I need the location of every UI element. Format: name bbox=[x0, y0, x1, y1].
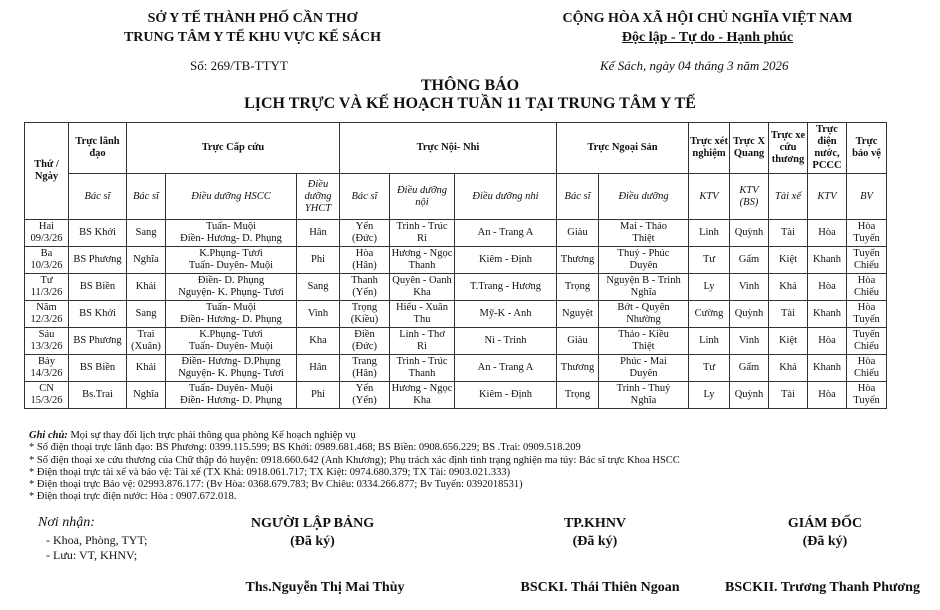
cell-int-doctor: Trọng (Kiều) bbox=[340, 301, 390, 328]
note-line: * Điện thoại trực điện nước: Hòa : 0907.672.018. bbox=[29, 491, 237, 503]
cell-day: Năm 12/3/26 bbox=[25, 301, 69, 328]
cell-lab: Linh bbox=[689, 328, 730, 355]
cell-guard: Hòa Chiếu bbox=[847, 355, 887, 382]
recipient-line: - Khoa, Phòng, TYT; bbox=[46, 533, 148, 547]
cell-leader: BS Phương bbox=[69, 247, 127, 274]
cell-int-nurse-nhi: An - Trang A bbox=[455, 220, 557, 247]
col-emergency-header: Trực Cấp cứu bbox=[127, 123, 340, 174]
col-surgery-header: Trực Ngoại Sản bbox=[557, 123, 689, 174]
cell-xray: Vinh bbox=[730, 274, 769, 301]
sub-int-nurse-noi: Điều dưỡng nội bbox=[390, 174, 455, 220]
cell-emerg-doctor: Khải bbox=[127, 355, 166, 382]
national-motto: Độc lập - Tự do - Hạnh phúc bbox=[621, 30, 794, 45]
sub-int-nurse-nhi: Điều dưỡng nhi bbox=[455, 174, 557, 220]
col-guard-header: Trực bảo vệ bbox=[847, 123, 887, 174]
cell-emerg-yhct: Sang bbox=[297, 274, 340, 301]
signature-role: GIÁM ĐỐC bbox=[787, 516, 863, 531]
note-line: * Số điện thoại xe cứu thương của Chữ thập đỏ huyện: 0918.660.642 (Anh Khương); Phụ trách xác định tình trạng nghiện ma túy: Bác sĩ trực Khoa HSCC bbox=[29, 454, 680, 466]
cell-int-nurse-noi: Linh - Thơ Ri bbox=[390, 328, 455, 355]
cell-emerg-yhct: Hân bbox=[297, 220, 340, 247]
cell-int-doctor: Hòa (Hân) bbox=[340, 247, 390, 274]
cell-surg-nurse: Thảo - Kiều Thiệt bbox=[599, 328, 689, 355]
cell-emerg-yhct: Phi bbox=[297, 247, 340, 274]
cell-ambulance: Tài bbox=[769, 220, 808, 247]
cell-emerg-doctor: Trai (Xuân) bbox=[127, 328, 166, 355]
sub-xray: KTV (BS) bbox=[730, 174, 769, 220]
table-row bbox=[25, 247, 932, 274]
cell-xray: Quỳnh bbox=[730, 301, 769, 328]
col-day-header: Thứ / Ngày bbox=[25, 123, 69, 220]
cell-int-nurse-nhi: Kiêm - Định bbox=[455, 247, 557, 274]
document-number: Số: 269/TB-TTYT bbox=[190, 58, 288, 73]
sub-emerg-hscc: Điều dưỡng HSCC bbox=[166, 174, 297, 220]
cell-surg-doctor: Thương bbox=[557, 247, 599, 274]
signature-khnv bbox=[530, 515, 660, 551]
signature-role: TP.KHNV bbox=[563, 516, 627, 531]
cell-surg-nurse: Trinh - Thuỷ Nghĩa bbox=[599, 382, 689, 409]
cell-surg-nurse: Nguyện B - Trinh Nghĩa bbox=[599, 274, 689, 301]
cell-guard: Hòa Tuyến bbox=[847, 301, 887, 328]
signature-director bbox=[760, 515, 890, 551]
table-row bbox=[25, 382, 932, 409]
sub-ambulance: Tài xế bbox=[769, 174, 808, 220]
national-header bbox=[535, 9, 880, 47]
col-ambulance-header: Trực xe cứu thương bbox=[769, 123, 808, 174]
cell-utility: Khanh bbox=[808, 247, 847, 274]
col-leader-header: Trực lãnh đạo bbox=[69, 123, 127, 174]
cell-ambulance: Kiệt bbox=[769, 328, 808, 355]
cell-leader: BS Phương bbox=[69, 328, 127, 355]
cell-int-nurse-noi: Hương - Ngọc Thanh bbox=[390, 247, 455, 274]
table-row bbox=[25, 274, 932, 301]
note-line: * Số điện thoại trực lãnh đạo: BS Phương: 0399.115.599; BS Khởi: 0989.681.468; BS Biền: 0908.656.229; BS .Trai: 0909.518.209 bbox=[29, 442, 581, 454]
notice-title: THÔNG BÁO bbox=[420, 77, 520, 94]
cell-surg-doctor: Trọng bbox=[557, 382, 599, 409]
cell-emerg-doctor: Nghĩa bbox=[127, 247, 166, 274]
table-row bbox=[25, 220, 932, 247]
cell-emerg-doctor: Nghĩa bbox=[127, 382, 166, 409]
cell-xray: Quỳnh bbox=[730, 220, 769, 247]
cell-lab: Ly bbox=[689, 274, 730, 301]
sub-int-doctor: Bác sĩ bbox=[340, 174, 390, 220]
cell-utility: Hòa bbox=[808, 328, 847, 355]
signer-name-director: BSCKII. Trương Thanh Phương bbox=[725, 580, 920, 595]
cell-leader: Bs.Trai bbox=[69, 382, 127, 409]
cell-leader: BS Biền bbox=[69, 355, 127, 382]
ministry-name: SỞ Y TẾ THÀNH PHỐ CẦN THƠ bbox=[147, 11, 358, 26]
cell-emerg-hscc: K.Phụng- Tươi Tuấn- Duyên- Muội bbox=[166, 328, 297, 355]
cell-lab: Tư bbox=[689, 355, 730, 382]
cell-surg-doctor: Giàu bbox=[557, 328, 599, 355]
cell-leader: BS Khởi bbox=[69, 301, 127, 328]
national-name: CỘNG HÒA XÃ HỘI CHỦ NGHĨA VIỆT NAM bbox=[562, 11, 853, 26]
cell-guard: Tuyến Chiếu bbox=[847, 247, 887, 274]
cell-emerg-yhct: Hân bbox=[297, 355, 340, 382]
cell-lab: Ly bbox=[689, 382, 730, 409]
signature-status: (Đã ký) bbox=[802, 534, 848, 549]
cell-lab: Linh bbox=[689, 220, 730, 247]
signature-status: (Đã ký) bbox=[290, 534, 335, 549]
note-line: * Điện thoại trực tài xế và bảo vệ: Tài xế (TX Khá: 0918.061.717; TX Kiệt: 0974.680.379; TX Tài: 0903.021.333) bbox=[29, 466, 511, 478]
cell-surg-doctor: Thương bbox=[557, 355, 599, 382]
cell-utility: Hòa bbox=[808, 274, 847, 301]
agency-header bbox=[95, 9, 410, 47]
sub-lab: KTV bbox=[689, 174, 730, 220]
cell-int-nurse-noi: Hương - Ngọc Kha bbox=[390, 382, 455, 409]
col-xray-header: Trực X Quang bbox=[730, 123, 769, 174]
cell-int-doctor: Yến (Đức) bbox=[340, 220, 390, 247]
cell-int-nurse-nhi: Kiêm - Định bbox=[455, 382, 557, 409]
cell-surg-doctor: Trọng bbox=[557, 274, 599, 301]
cell-int-nurse-nhi: T.Trang - Hương bbox=[455, 274, 557, 301]
cell-int-doctor: Trang (Hân) bbox=[340, 355, 390, 382]
cell-surg-nurse: Phúc - Mai Duyên bbox=[599, 355, 689, 382]
cell-emerg-yhct: Kha bbox=[297, 328, 340, 355]
cell-lab: Cường bbox=[689, 301, 730, 328]
cell-day: Tư 11/3/26 bbox=[25, 274, 69, 301]
cell-guard: Hòa Tuyến bbox=[847, 382, 887, 409]
cell-guard: Hòa Chiếu bbox=[847, 274, 887, 301]
cell-xray: Gấm bbox=[730, 247, 769, 274]
cell-leader: BS Khởi bbox=[69, 220, 127, 247]
cell-int-doctor: Thanh (Yến) bbox=[340, 274, 390, 301]
cell-emerg-hscc: Tuấn- Muội Điền- Hương- D. Phụng bbox=[166, 220, 297, 247]
sub-emerg-doctor: Bác sĩ bbox=[127, 174, 166, 220]
signature-status: (Đã ký) bbox=[572, 534, 618, 549]
cell-emerg-hscc: Tuấn- Muội Điền- Hương- D. Phụng bbox=[166, 301, 297, 328]
sub-surg-nurse: Điều dưỡng bbox=[599, 174, 689, 220]
cell-int-nurse-nhi: An - Trang A bbox=[455, 355, 557, 382]
notes-section bbox=[29, 430, 929, 504]
cell-lab: Tư bbox=[689, 247, 730, 274]
cell-ambulance: Khá bbox=[769, 274, 808, 301]
cell-emerg-hscc: Điền- Hương- D.Phụng Nguyện- K. Phụng- Tươi bbox=[166, 355, 297, 382]
sub-utility: KTV bbox=[808, 174, 847, 220]
cell-int-nurse-nhi: Nì - Trinh bbox=[455, 328, 557, 355]
cell-emerg-doctor: Khải bbox=[127, 274, 166, 301]
cell-int-nurse-noi: Trinh - Trúc Ri bbox=[390, 220, 455, 247]
cell-utility: Hòa bbox=[808, 220, 847, 247]
cell-surg-doctor: Giàu bbox=[557, 220, 599, 247]
cell-day: Sáu 13/3/26 bbox=[25, 328, 69, 355]
recipients-title: Nơi nhận: bbox=[38, 515, 95, 530]
cell-utility: Hòa bbox=[808, 382, 847, 409]
cell-ambulance: Tài bbox=[769, 301, 808, 328]
table-row bbox=[25, 301, 932, 328]
cell-xray: Quỳnh bbox=[730, 382, 769, 409]
cell-ambulance: Tài bbox=[769, 382, 808, 409]
cell-day: CN 15/3/26 bbox=[25, 382, 69, 409]
sub-surg-doctor: Bác sĩ bbox=[557, 174, 599, 220]
notes-intro: Ghi chú: Mọi sự thay đổi lịch trực phải thông qua phòng Kế hoạch nghiệp vụ bbox=[29, 430, 356, 441]
place-date: Kế Sách, ngày 04 tháng 3 năm 2026 bbox=[600, 58, 789, 73]
notes-label: Ghi chú: bbox=[29, 430, 68, 441]
cell-emerg-hscc: Tuấn- Duyên- Muội Điền- Hương- D. Phụng bbox=[166, 382, 297, 409]
cell-int-nurse-nhi: Mỹ-K - Anh bbox=[455, 301, 557, 328]
cell-ambulance: Kiệt bbox=[769, 247, 808, 274]
table-header-row bbox=[25, 123, 932, 174]
cell-leader: BS Biền bbox=[69, 274, 127, 301]
cell-day: Hai 09/3/26 bbox=[25, 220, 69, 247]
table-row bbox=[25, 355, 932, 382]
sub-emerg-yhct: Điều dưỡng YHCT bbox=[297, 174, 340, 220]
signature-role: NGƯỜI LẬP BẢNG bbox=[250, 516, 375, 531]
col-lab-header: Trực xét nghiệm bbox=[689, 123, 730, 174]
cell-guard: Tuyến Chiếu bbox=[847, 328, 887, 355]
center-name: TRUNG TÂM Y TẾ KHU VỰC KẾ SÁCH bbox=[123, 30, 382, 45]
cell-int-nurse-noi: Hiếu - Xuân Thu bbox=[390, 301, 455, 328]
cell-int-nurse-noi: Trinh - Trúc Thanh bbox=[390, 355, 455, 382]
cell-surg-nurse: Bớt - Quyên Nhường bbox=[599, 301, 689, 328]
cell-ambulance: Khá bbox=[769, 355, 808, 382]
schedule-title: LỊCH TRỰC VÀ KẾ HOẠCH TUẦN 11 TẠI TRUNG TÂM Y TẾ bbox=[244, 95, 696, 112]
recipient-line: - Lưu: VT, KHNV; bbox=[46, 548, 138, 562]
cell-int-doctor: Yến (Yến) bbox=[340, 382, 390, 409]
duty-schedule-table bbox=[24, 122, 932, 409]
cell-emerg-doctor: Sang bbox=[127, 301, 166, 328]
cell-xray: Gấm bbox=[730, 355, 769, 382]
cell-int-nurse-noi: Quyên - Oanh Kha bbox=[390, 274, 455, 301]
cell-day: Bảy 14/3/26 bbox=[25, 355, 69, 382]
cell-emerg-yhct: Vinh bbox=[297, 301, 340, 328]
col-internal-header: Trực Nội- Nhi bbox=[340, 123, 557, 174]
note-line: * Điện thoại trực Bảo vệ: 02993.876.177: (Bv Hòa: 0368.679.783; Bv Chiêu: 0334.266.877; Bv Tuyến: 0392018531) bbox=[29, 479, 523, 491]
cell-guard: Hòa Tuyến bbox=[847, 220, 887, 247]
cell-emerg-hscc: K.Phụng- Tươi Tuấn- Duyên- Muội bbox=[166, 247, 297, 274]
cell-surg-doctor: Nguyệt bbox=[557, 301, 599, 328]
cell-emerg-yhct: Phi bbox=[297, 382, 340, 409]
cell-day: Ba 10/3/26 bbox=[25, 247, 69, 274]
signer-name-khnv: BSCKI. Thái Thiên Ngoan bbox=[520, 580, 680, 595]
col-utility-header: Trực điện nước, PCCC bbox=[808, 123, 847, 174]
cell-surg-nurse: Mai - Thảo Thiệt bbox=[599, 220, 689, 247]
cell-emerg-doctor: Sang bbox=[127, 220, 166, 247]
cell-surg-nurse: Thuỷ - Phúc Duyên bbox=[599, 247, 689, 274]
table-row bbox=[25, 328, 932, 355]
sub-guard: BV bbox=[847, 174, 887, 220]
cell-int-doctor: Điền (Đức) bbox=[340, 328, 390, 355]
cell-emerg-hscc: Điền- D. Phụng Nguyện- K. Phụng- Tươi bbox=[166, 274, 297, 301]
table-subheader-row bbox=[25, 174, 932, 220]
signer-name-preparer: Ths.Nguyễn Thị Mai Thùy bbox=[245, 580, 405, 595]
cell-xray: Vinh bbox=[730, 328, 769, 355]
signature-preparer bbox=[240, 515, 385, 551]
sub-leader: Bác sĩ bbox=[69, 174, 127, 220]
cell-utility: Khanh bbox=[808, 355, 847, 382]
cell-utility: Khanh bbox=[808, 301, 847, 328]
